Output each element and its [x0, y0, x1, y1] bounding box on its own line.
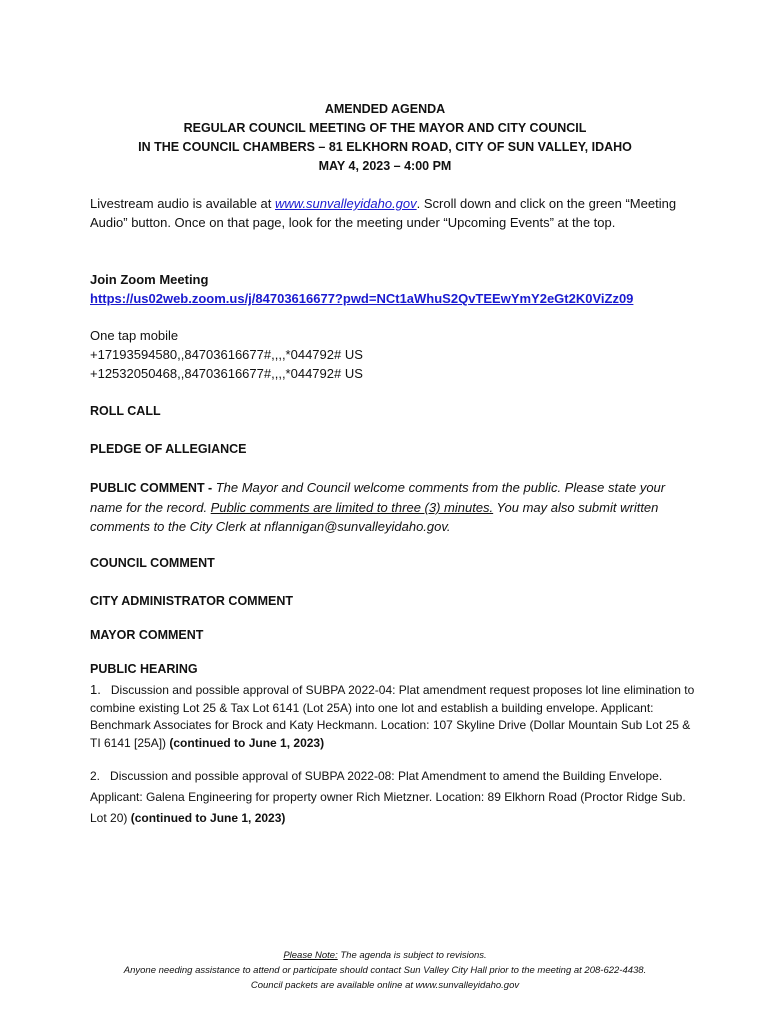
- item-number: 1.: [90, 682, 101, 697]
- header-date: MAY 4, 2023 – 4:00 PM: [318, 159, 452, 173]
- public-comment-written: You may also submit written comments to the City Clerk at nflannigan@sunvalleyidaho.gov.: [90, 500, 659, 534]
- footer-packets: Council packets are available online at www.sunvalleyidaho.gov: [250, 980, 520, 991]
- agenda-item-1: [90, 681, 700, 752]
- item-status: (continued to June 1, 2023): [130, 811, 286, 825]
- mobile-block: [90, 326, 700, 383]
- footer-note-text: The agenda is subject to revisions.: [337, 950, 487, 961]
- mayor-comment-heading: MAYOR COMMENT: [90, 628, 204, 642]
- footer-note: [0, 948, 770, 963]
- header-location: IN THE COUNCIL CHAMBERS – 81 ELKHORN ROAD, CITY OF SUN VALLEY, IDAHO: [138, 140, 632, 154]
- council-comment-heading: COUNCIL COMMENT: [90, 556, 215, 570]
- mobile-number-1: +17193594580,,84703616677#,,,,*044792# US: [90, 347, 363, 362]
- zoom-link[interactable]: https://us02web.zoom.us/j/84703616677?pwd=NCt1aWhuS2QvTEEwYmY2eGt2K0ViZz09: [90, 291, 634, 306]
- livestream-paragraph: [90, 194, 700, 232]
- livestream-link[interactable]: www.sunvalleyidaho.gov: [275, 196, 417, 211]
- zoom-title: Join Zoom Meeting: [90, 272, 209, 287]
- roll-call-heading: ROLL CALL: [90, 404, 161, 418]
- item-text: Discussion and possible approval of SUBPA 2022-04: Plat amendment request proposes lot line elimination to combine existing Lot 25 & Tax Lot 6141 (Lot 25A) into one lot and establish a building envelope. Applicant: Benchmark Associates for Brock and Katy Heckmann. Location: 107 Skyline Drive (Dollar Mountain Sub Lot 25 & TI 6141 [25A]): [90, 683, 695, 750]
- agenda-header: [0, 100, 770, 176]
- zoom-block: [90, 270, 700, 308]
- public-comment-heading: PUBLIC COMMENT -: [90, 481, 216, 495]
- livestream-prefix: Livestream audio is available at: [90, 196, 275, 211]
- admin-comment-heading: CITY ADMINISTRATOR COMMENT: [90, 594, 294, 608]
- public-comment-paragraph: [90, 478, 700, 536]
- item-text: Discussion and possible approval of SUBPA 2022-08: Plat Amendment to amend the Building Envelope. Applicant: Galena Engineering for property owner Rich Mietzner. Location: 89 Elkhorn Road (Proctor Ridge Sub. Lot 20): [90, 769, 686, 825]
- public-hearing-heading: PUBLIC HEARING: [90, 662, 198, 676]
- item-status: (continued to June 1, 2023): [169, 735, 325, 750]
- mobile-title: One tap mobile: [90, 328, 179, 343]
- header-meeting: REGULAR COUNCIL MEETING OF THE MAYOR AND CITY COUNCIL: [183, 121, 587, 135]
- footer-assistance: Anyone needing assistance to attend or participate should contact Sun Valley City Hall prior to the meeting at 208-622-4438.: [123, 965, 647, 976]
- item-number: 2.: [90, 769, 101, 783]
- public-comment-text: The Mayor and Council welcome comments from the public. Please state your name for the record.: [90, 480, 666, 515]
- footer-note-label: Please Note:: [283, 950, 338, 961]
- pledge-heading: PLEDGE OF ALLEGIANCE: [90, 442, 247, 456]
- livestream-suffix: . Scroll down and click on the green “Meeting Audio” button. Once on that page, look for the meeting under “Upcoming Events” at the top.: [90, 196, 677, 230]
- public-comment-limit: Public comments are limited to three (3) minutes.: [210, 500, 494, 515]
- mobile-number-2: +12532050468,,84703616677#,,,,*044792# US: [90, 366, 363, 381]
- agenda-footer: [0, 948, 770, 993]
- header-title: AMENDED AGENDA: [324, 102, 446, 116]
- agenda-item-2: [90, 766, 700, 829]
